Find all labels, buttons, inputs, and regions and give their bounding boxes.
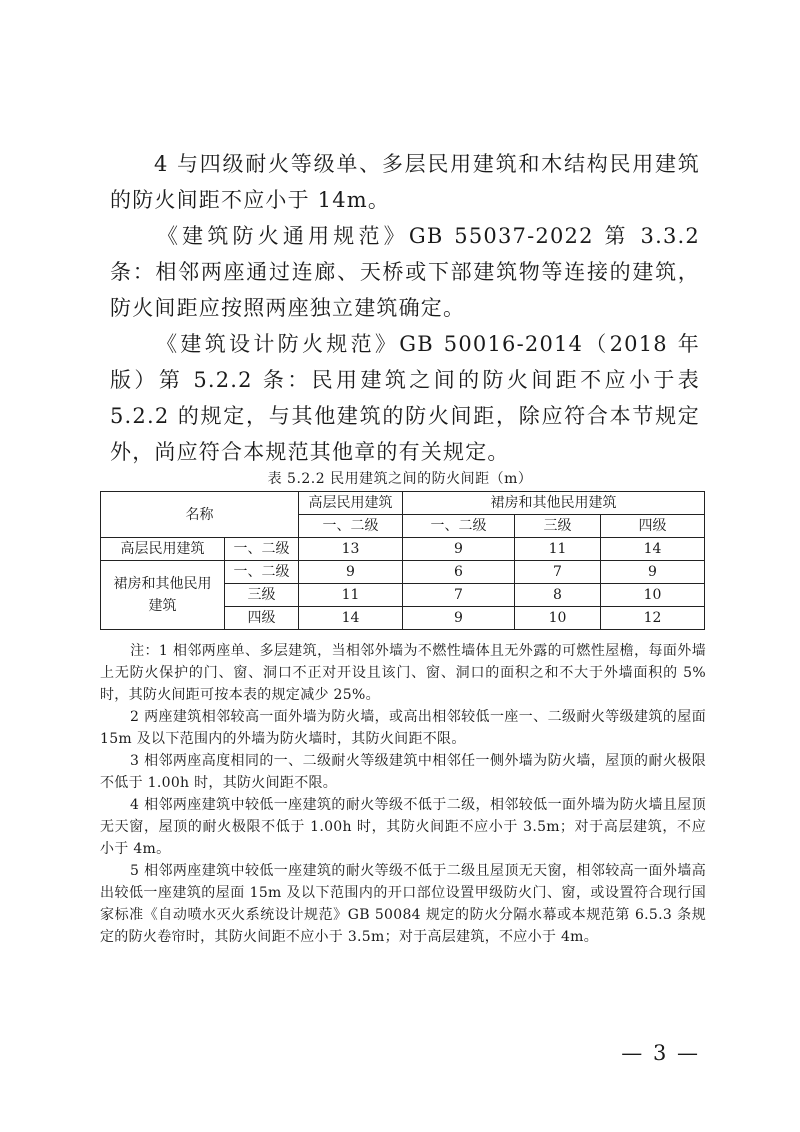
- table-cell: 7: [515, 561, 601, 584]
- header-grade-12b: 一、二级: [403, 515, 515, 538]
- table-notes: [100, 640, 706, 948]
- row-label-podium-text: 裙房和其他民用建筑: [113, 576, 212, 614]
- table-cell: 8: [515, 584, 601, 607]
- table-row: [101, 561, 705, 584]
- note-4: 4 相邻两座建筑中较低一座建筑的耐火等级不低于二级，相邻较低一面外墙为防火墙且屋顶无天窗，屋顶的耐火极限不低于 1.00h 时，其防火间距不应小于 3.5m；对于高层建筑，不应小于 4m。: [100, 797, 706, 857]
- header-high-rise: 高层民用建筑: [299, 492, 403, 515]
- row-grade: 一、二级: [225, 538, 299, 561]
- fire-spacing-table: [100, 491, 705, 630]
- row-grade: 四级: [225, 607, 299, 630]
- note-1: 注：1 相邻两座单、多层建筑，当相邻外墙为不燃性墙体且无外露的可燃性屋檐，每面外墙上无防火保护的门、窗、洞口不正对开设且该门、窗、洞口的面积之和不大于外墙面积的 5%时，其防火间距可按本表的规定减少 25%。: [100, 643, 706, 703]
- header-grade-4: 四级: [601, 515, 705, 538]
- table-cell: 9: [299, 561, 403, 584]
- table-cell: 6: [403, 561, 515, 584]
- row-label-high-rise: 高层民用建筑: [101, 538, 225, 561]
- table-cell: 9: [601, 561, 705, 584]
- table-cell: 9: [403, 538, 515, 561]
- row-grade: 三级: [225, 584, 299, 607]
- table-header-row: [101, 492, 705, 515]
- note-3: 3 相邻两座高度相同的一、二级耐火等级建筑中相邻任一侧外墙为防火墙，屋顶的耐火极限不低于 1.00h 时，其防火间距不限。: [100, 753, 706, 791]
- table-cell: 11: [299, 584, 403, 607]
- table-cell: 12: [601, 607, 705, 630]
- header-podium: 裙房和其他民用建筑: [403, 492, 705, 515]
- table-row: [101, 538, 705, 561]
- table-cell: 14: [299, 607, 403, 630]
- table-cell: 13: [299, 538, 403, 561]
- header-grade-3: 三级: [515, 515, 601, 538]
- page-number: — 3 —: [621, 1041, 700, 1065]
- table-cell: 11: [515, 538, 601, 561]
- body-paragraph-1: 4 与四级耐火等级单、多层民用建筑和木结构民用建筑的防火间距不应小于 14m。: [110, 152, 700, 212]
- row-label-podium: [101, 561, 225, 630]
- table-cell: 10: [515, 607, 601, 630]
- table-cell: 7: [403, 584, 515, 607]
- table-cell: 10: [601, 584, 705, 607]
- note-2: 2 两座建筑相邻较高一面外墙为防火墙，或高出相邻较低一座一、二级耐火等级建筑的屋面 15m 及以下范围内的外墙为防火墙时，其防火间距不限。: [100, 709, 706, 747]
- body-paragraph-3: 《建筑设计防火规范》GB 50016-2014（2018 年版）第 5.2.2 条：民用建筑之间的防火间距不应小于表 5.2.2 的规定，与其他建筑的防火间距，除应符合本节规定外，尚应符合本规范其他章的有关规定。: [110, 332, 700, 464]
- header-name-cell: 名称: [101, 492, 299, 538]
- note-5: 5 相邻两座建筑中较低一座建筑的耐火等级不低于二级且屋顶无天窗，相邻较高一面外墙高出较低一座建筑的屋面 15m 及以下范围内的开口部位设置甲级防火门、窗，或设置符合现行国家标准《自动喷水灭火系统设计规范》GB 50084 规定的防火分隔水幕或本规范第 6.5.3 条规定的防火卷帘时，其防火间距不应小于 3.5m；对于高层建筑，不应小于 4m。: [100, 863, 706, 945]
- body-paragraph-2: 《建筑防火通用规范》GB 55037-2022 第 3.3.2 条：相邻两座通过连廊、天桥或下部建筑物等连接的建筑，防火间距应按照两座独立建筑确定。: [110, 224, 700, 320]
- table-cell: 9: [403, 607, 515, 630]
- table-caption: 表 5.2.2 民用建筑之间的防火间距（m）: [267, 471, 533, 487]
- table-cell: 14: [601, 538, 705, 561]
- row-grade: 一、二级: [225, 561, 299, 584]
- header-grade-12: 一、二级: [299, 515, 403, 538]
